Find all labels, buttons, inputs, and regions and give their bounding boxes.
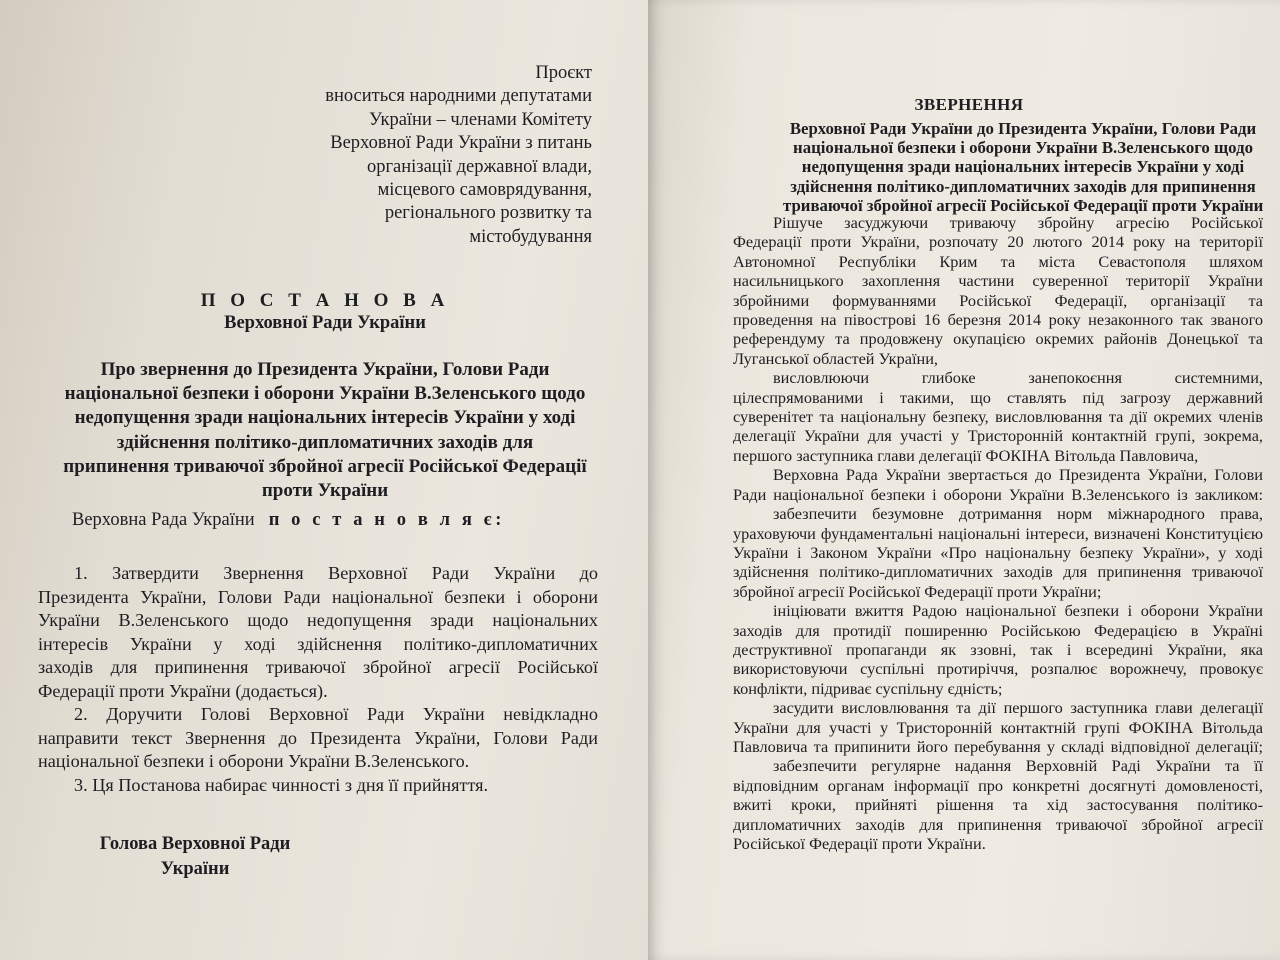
appeal-body-line: делегації України для участі у Тристоронній контактній групі, зокрема, xyxy=(733,426,1263,446)
project-note-line: місцевого самоврядування, xyxy=(377,180,592,201)
appeal-body-line: Павловича та припинити його перебування у складі відповідної делегації; xyxy=(733,736,1263,756)
appeal-body-line: насильницького захоплення частини суверенної території України xyxy=(733,271,1263,291)
resolution-item-line: Федерації проти України (додається). xyxy=(38,680,328,701)
appeal-body-line: використовуючи суспільні протиріччя, розпалює ворожнечу, провокує xyxy=(733,659,1263,679)
appeal-body-line: збройними формуваннями Російської Федерації, організації та xyxy=(733,290,1263,310)
signature-line: Голова Верховної Ради xyxy=(99,834,291,854)
appeal-body-line: референдуму та продовжену окупацією окремих районів Донецької та xyxy=(733,329,1263,349)
appeal-body-line: ініціювати вжиття Радою національної безпеки і оборони України xyxy=(773,601,1263,621)
decree-intro: Верховна Рада України xyxy=(72,510,255,530)
appeal-body-line: Верховна Рада України звертається до Президента України, Голови xyxy=(773,465,1263,485)
appeal-body-line: здійснення політико-дипломатичних заходів для припинення триваючої xyxy=(733,562,1263,582)
project-note-line: Проєкт xyxy=(535,63,592,83)
appeal-body-line: Ради національної безпеки і оборони України В.Зеленського із закликом: xyxy=(733,484,1263,504)
appeal-subtitle-line: триваючої збройної агресії Російської Федерації проти України xyxy=(783,195,1264,215)
resolution-item-line: заходів для припинення триваючої збройної агресії Російської xyxy=(38,657,598,677)
appeal-title: ЗВЕРНЕННЯ xyxy=(914,95,1024,114)
resolution-item-line: України В.Зеленського щодо недопущення зради національних xyxy=(38,610,598,630)
appeal-body-line: деструктивної пропаганди як ззовні, так і всередині України, яка xyxy=(733,639,1263,659)
about-title-line: національної безпеки і оборони України В.Зеленського щодо xyxy=(64,383,586,405)
appeal-body-line: конфлікти, підриває суспільну єдність; xyxy=(733,678,1003,698)
appeal-subtitle-line: недопущення зради національних інтересів України у ході xyxy=(801,157,1245,177)
appeal-body-line: проведення на півострові 16 березня 2014 року незаконного так званого xyxy=(733,310,1263,330)
appeal-body-line: Рішуче засуджуючи триваючу збройну агресію Російської xyxy=(773,213,1263,232)
appeal-body-line: України для участі у Тристоронній контактній групі ФОКІНА Вітольда xyxy=(733,717,1263,737)
appeal-body-line: Федерації проти України, розпочату 20 лютого 2014 року на території xyxy=(733,232,1263,252)
resolution-item-line: Президента України, Голови Ради національної безпеки і оборони xyxy=(38,586,598,607)
resolution-title: П О С Т А Н О В А xyxy=(200,290,450,311)
appeal-body-line: заходів для протидії поширенню Російською Федерацією в Україні xyxy=(733,620,1263,640)
resolution-item-line: національної безпеки і оборони України В.Зеленського. xyxy=(38,751,470,771)
project-note-line: Верховної Ради України з питань xyxy=(330,133,592,154)
appeal-body-line: дипломатичних заходів для припинення триваючої збройної агресії xyxy=(733,814,1263,834)
project-note-line: регіонального розвитку та xyxy=(384,203,592,224)
project-note-line: вноситься народними депутатами xyxy=(325,86,592,107)
signature-line: України xyxy=(160,858,230,879)
resolution-item-line: 3. Ця Постанова набирає чинності з дня її прийняття. xyxy=(74,774,489,795)
appeal-subtitle-line: Верховної Ради України до Президента України, Голови Ради xyxy=(789,119,1257,138)
appeal-subtitle-line: здійснення політико-дипломатичних заходів для припинення xyxy=(790,176,1256,196)
about-title-line: проти України xyxy=(261,480,389,502)
appeal-body-line: цілеспрямованими і такими, що ставлять під загрозу державний xyxy=(733,387,1263,407)
decree-word: п о с т а н о в л я є: xyxy=(268,510,506,530)
about-title-line: припинення триваючої збройної агресії Російської Федерації xyxy=(63,455,587,477)
appeal-body-line: Автономної Республіки Крим та міста Севастополя шляхом xyxy=(733,251,1263,271)
about-title-line: здійснення політико-дипломатичних заходів для xyxy=(116,431,534,453)
project-note xyxy=(300,62,592,249)
appeal-body-line: суверенітет та національну безпеку, висловлювання та дії окремих членів xyxy=(733,407,1263,427)
appeal-body-line: висловлюючи глибоке занепокоєння системними, xyxy=(773,368,1263,388)
resolution-item-line: направити текст Звернення до Президента України, Голови Ради xyxy=(38,727,598,748)
project-note-line: містобудування xyxy=(469,226,592,247)
resolution-items xyxy=(38,562,598,797)
resolution-item-line: інтересів України у ході здійснення політико-дипломатичних xyxy=(38,633,598,654)
appeal-body-line: України і Законом України «Про національну безпеку України», у ході xyxy=(733,542,1263,562)
appeal-subtitle xyxy=(783,119,1263,215)
project-note-line: організації державної влади, xyxy=(366,156,592,177)
right-page xyxy=(648,0,1280,960)
decree-line xyxy=(72,510,632,531)
resolution-about-title xyxy=(20,358,630,503)
appeal-body-line: засудити висловлювання та дії першого заступника глави делегації xyxy=(773,698,1263,718)
appeal-body-line: першого заступника глави делегації ФОКІНА Вітольда Павловича, xyxy=(733,445,1199,465)
appeal-body-line: вжиті кроки, прийняті рішення та хід застосування політико- xyxy=(733,795,1263,815)
appeal-body-line: Луганської областей України, xyxy=(733,348,938,368)
appeal-body-line: Російської Федерації проти України. xyxy=(733,834,986,853)
appeal-body-line: забезпечити безумовне дотримання норм міжнародного права, xyxy=(773,504,1263,524)
appeal-body-line: відповідним органам інформації про конкретні досягнуті домовленості, xyxy=(733,775,1263,795)
signature-block xyxy=(60,832,330,881)
resolution-item-line: 1. Затвердити Звернення Верховної Ради України до xyxy=(74,563,598,583)
about-title-line: Про звернення до Президента України, Голови Ради xyxy=(100,359,550,380)
about-title-line: недопущення зради національних інтересів України у ході xyxy=(74,407,576,429)
project-note-line: України – членами Комітету xyxy=(368,109,592,130)
appeal-subtitle-line: національної безпеки і оборони України В.Зеленського щодо xyxy=(793,138,1253,158)
resolution-subtitle: Верховної Ради України xyxy=(224,313,426,333)
appeal-body xyxy=(733,213,1263,853)
appeal-body-line: ураховуючи фундаментальні національні інтереси, визначені Конституцією xyxy=(733,523,1263,543)
appeal-body-line: забезпечити регулярне надання Верховній Раді України та її xyxy=(773,756,1263,776)
appeal-body-line: збройної агресії Російської Федерації проти України; xyxy=(733,581,1102,601)
resolution-item-line: 2. Доручити Голові Верховної Ради України невідкладно xyxy=(74,704,598,724)
